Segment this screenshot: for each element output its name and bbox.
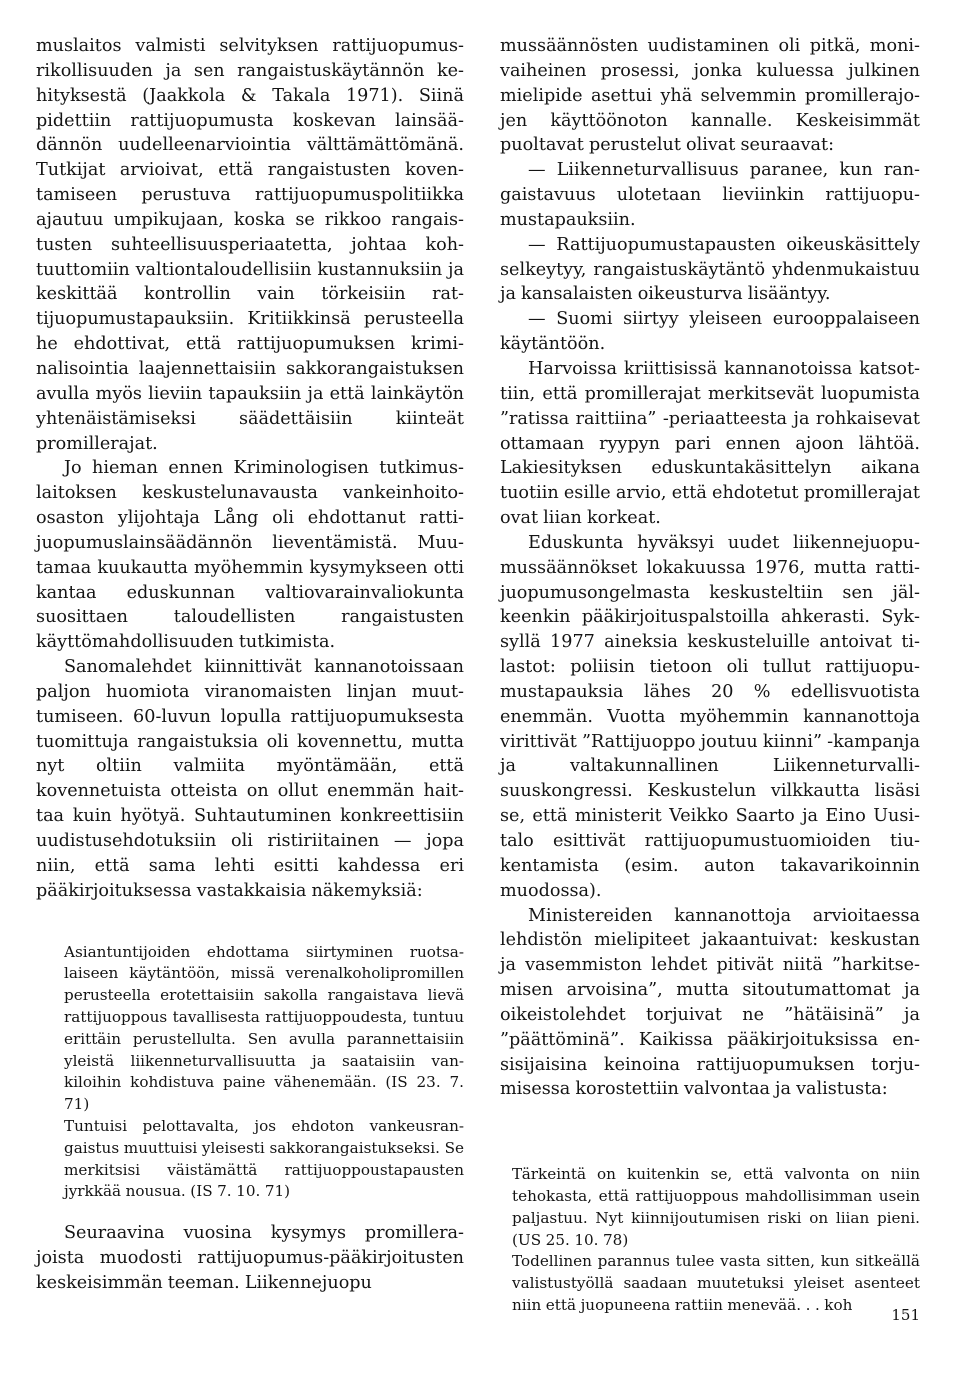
list-item: — Rattijuopumustapausten oikeuskäsittely selkeytyy, rangaistuskäytäntö yhdenmukaistuu ja kansalaisten oikeusturva lisääntyy. xyxy=(500,234,920,305)
body-paragraph: muslaitos valmisti selvityksen rattijuopumusrikollisuuden ja sen rangaistuskäytännön kehityksestä (Jaakkola & Takala 1971). Siinä pidettiin rattijuopumusta koskevan lainsäädännön uudelleenarviointia välttämättömänä. Tutkijat arvioivat, että rangaistusten koventamiseen perustuva rattijuopumuspolitiikka ajautuu umpikujaan, koska se rikkoo rangaistusten suhteellisuusperiaatetta, johtaa kohtuuttomiin valtiontaloudellisiin kustannuksiin ja keskittää kontrollin vain törkeisiin rattijuopumustapauksiin. Kritiikkinsä perusteella he ehdottivat, että rattijuopumuksen kriminalisointia laajennettaisiin sakkorangaistuksen avulla myös lieviin tapauksiin ja että lainkäytön yhtenäistämiseksi säädettäisiin kiinteät promillerajat. xyxy=(36,36,464,454)
quote-paragraph: Tärkeintä on kuitenkin se, että valvonta on niin tehokasta, että rattijuoppous mahdollisimman usein paljastuu. Nyt kiinnijoutumisen riski on liian pieni. (US 25. 10. 78) xyxy=(512,1165,920,1249)
list-item: — Suomi siirtyy yleiseen eurooppalaiseen käytäntöön. xyxy=(500,309,920,355)
list-item: — Liikenneturvallisuus paranee, kun rangaistavuus ulotetaan lieviinkin rattijuopumustapauksiin. xyxy=(500,160,920,230)
quote-paragraph: Todellinen parannus tulee vasta sitten, kun sitkeällä valistustyöllä saadaan muutetuksi yleiset asenteet niin että juopuneena rattiin menevää. . . koh xyxy=(512,1252,920,1315)
body-paragraph: Harvoissa kriittisissä kannanotoissa katsottiin, että promillerajat merkitsevät luopumista ”ratissa raittiina” -periaatteesta ja rohkaisevat ottamaan ryypyn pari ennen ajoon lähtöä. Lakiesityksen eduskuntakäsittelyn aikana tuotiin esille arvio, että ehdotetut promillerajat ovat liian korkeat. xyxy=(500,358,920,529)
block-quote xyxy=(500,1164,920,1317)
block-quote xyxy=(36,942,464,1204)
body-paragraph: Eduskunta hyväksyi uudet liikennejuopumussäännökset lokakuussa 1976, mutta rattijuopumusongelmasta keskusteltiin sen jälkeenkin pääkirjoituspalstoilla ahkerasti. Syksyllä 1977 aineksia keskusteluille antoivat tilastot: poliisin tietoon oli tullut rattijuopumustapauksia lähes 20 % edellisvuotista enemmän. Vuotta myöhemmin kannanottoja virittivät ”Rattijuoppo joutuu kiinni” -kampanja ja valtakunnallinen Liikenneturvallisuuskongressi. Keskustelun vilkkautta lisäsi se, että ministerit Veikko Saarto ja Eino Uusitalo esittivät rattijuopumustuomioiden tiukentamista (esim. auton takavarikoinnin muodossa). xyxy=(500,532,920,901)
body-paragraph: Seuraavina vuosina kysymys promillerajoista muodosti rattijuopumus-pääkirjoitusten keskeisimmän teeman. Liikennejuopu xyxy=(36,1223,464,1293)
page-number: 151 xyxy=(891,1306,920,1324)
body-paragraph: Ministereiden kannanottoja arvioitaessa lehdistön mielipiteet jakaantuivat: keskustan ja vasemmiston lehdet pitivät niitä ”harkitsemisen arvoisina”, mutta sitoutumattomat ja oikeistolehdet torjuivat ne ”hätäisinä” ja ”päättöminä”. Kaikissa pääkirjoituksissa ensisijaisina keinoina rattijuopumuksen torjumisessa korostettiin valvontaa ja valistusta: xyxy=(500,905,920,1100)
body-paragraph: Sanomalehdet kiinnittivät kannanotoissaan paljon huomiota viranomaisten linjan muuttumiseen. 60-luvun lopulla rattijuopumuksesta tuomittuja rangaistuksia oli kovennettu, mutta nyt oltiin valmiita myöntämään, että kovennetuista otteista on ollut enemmän haittaa kuin hyötyä. Suhtautuminen konkreettisiin uudistusehdotuksiin oli ristiriitainen — jopa niin, että sama lehti esitti kahdessa eri pääkirjoituksessa vastakkaisia näkemyksiä: xyxy=(36,657,464,901)
right-column xyxy=(500,34,920,1317)
body-paragraph: Jo hieman ennen Kriminologisen tutkimuslaitoksen keskustelunavausta vankeinhoitoosaston ylijohtaja Lång oli ehdottanut rattijuopumuslainsäädännön lieventämistä. Muutamaa kuukautta myöhemmin kysymykseen otti kantaa eduskunnan valtiovarainvaliokunta suosittaen taloudellisten rangaistusten käyttömahdollisuuden tutkimista. xyxy=(36,458,464,653)
body-paragraph: mussäännösten uudistaminen oli pitkä, monivaiheinen prosessi, jonka kuluessa julkinen mielipide asettui yhä selvemmin promillerajojen käyttöönoton kannalle. Keskeisimmät puoltavat perustelut olivat seuraavat: xyxy=(500,36,920,156)
quote-paragraph: Asiantuntijoiden ehdottama siirtyminen ruotsalaiseen käytäntöön, missä verenalkoholipromillen perusteella erotettaisiin sakolla rangaistava lievä rattijuoppous tavallisesta rattijuoppoudesta, tuntuu erittäin perustellulta. Sen avulla parannettaisiin yleistä liikenneturvallisuutta ja saataisiin vankiloihin kohdistuva paine vähenemään. (IS 23. 7. 71) xyxy=(64,942,464,1114)
quote-paragraph: Tuntuisi pelottavalta, jos ehdoton vankeusrangaistus muuttuisi yleisesti sakkorangaistukseksi. Se merkitsisi väistämättä rattijuoppoustapausten jyrkkää nousua. (IS 7. 10. 71) xyxy=(64,1116,464,1201)
left-column xyxy=(36,34,464,1296)
